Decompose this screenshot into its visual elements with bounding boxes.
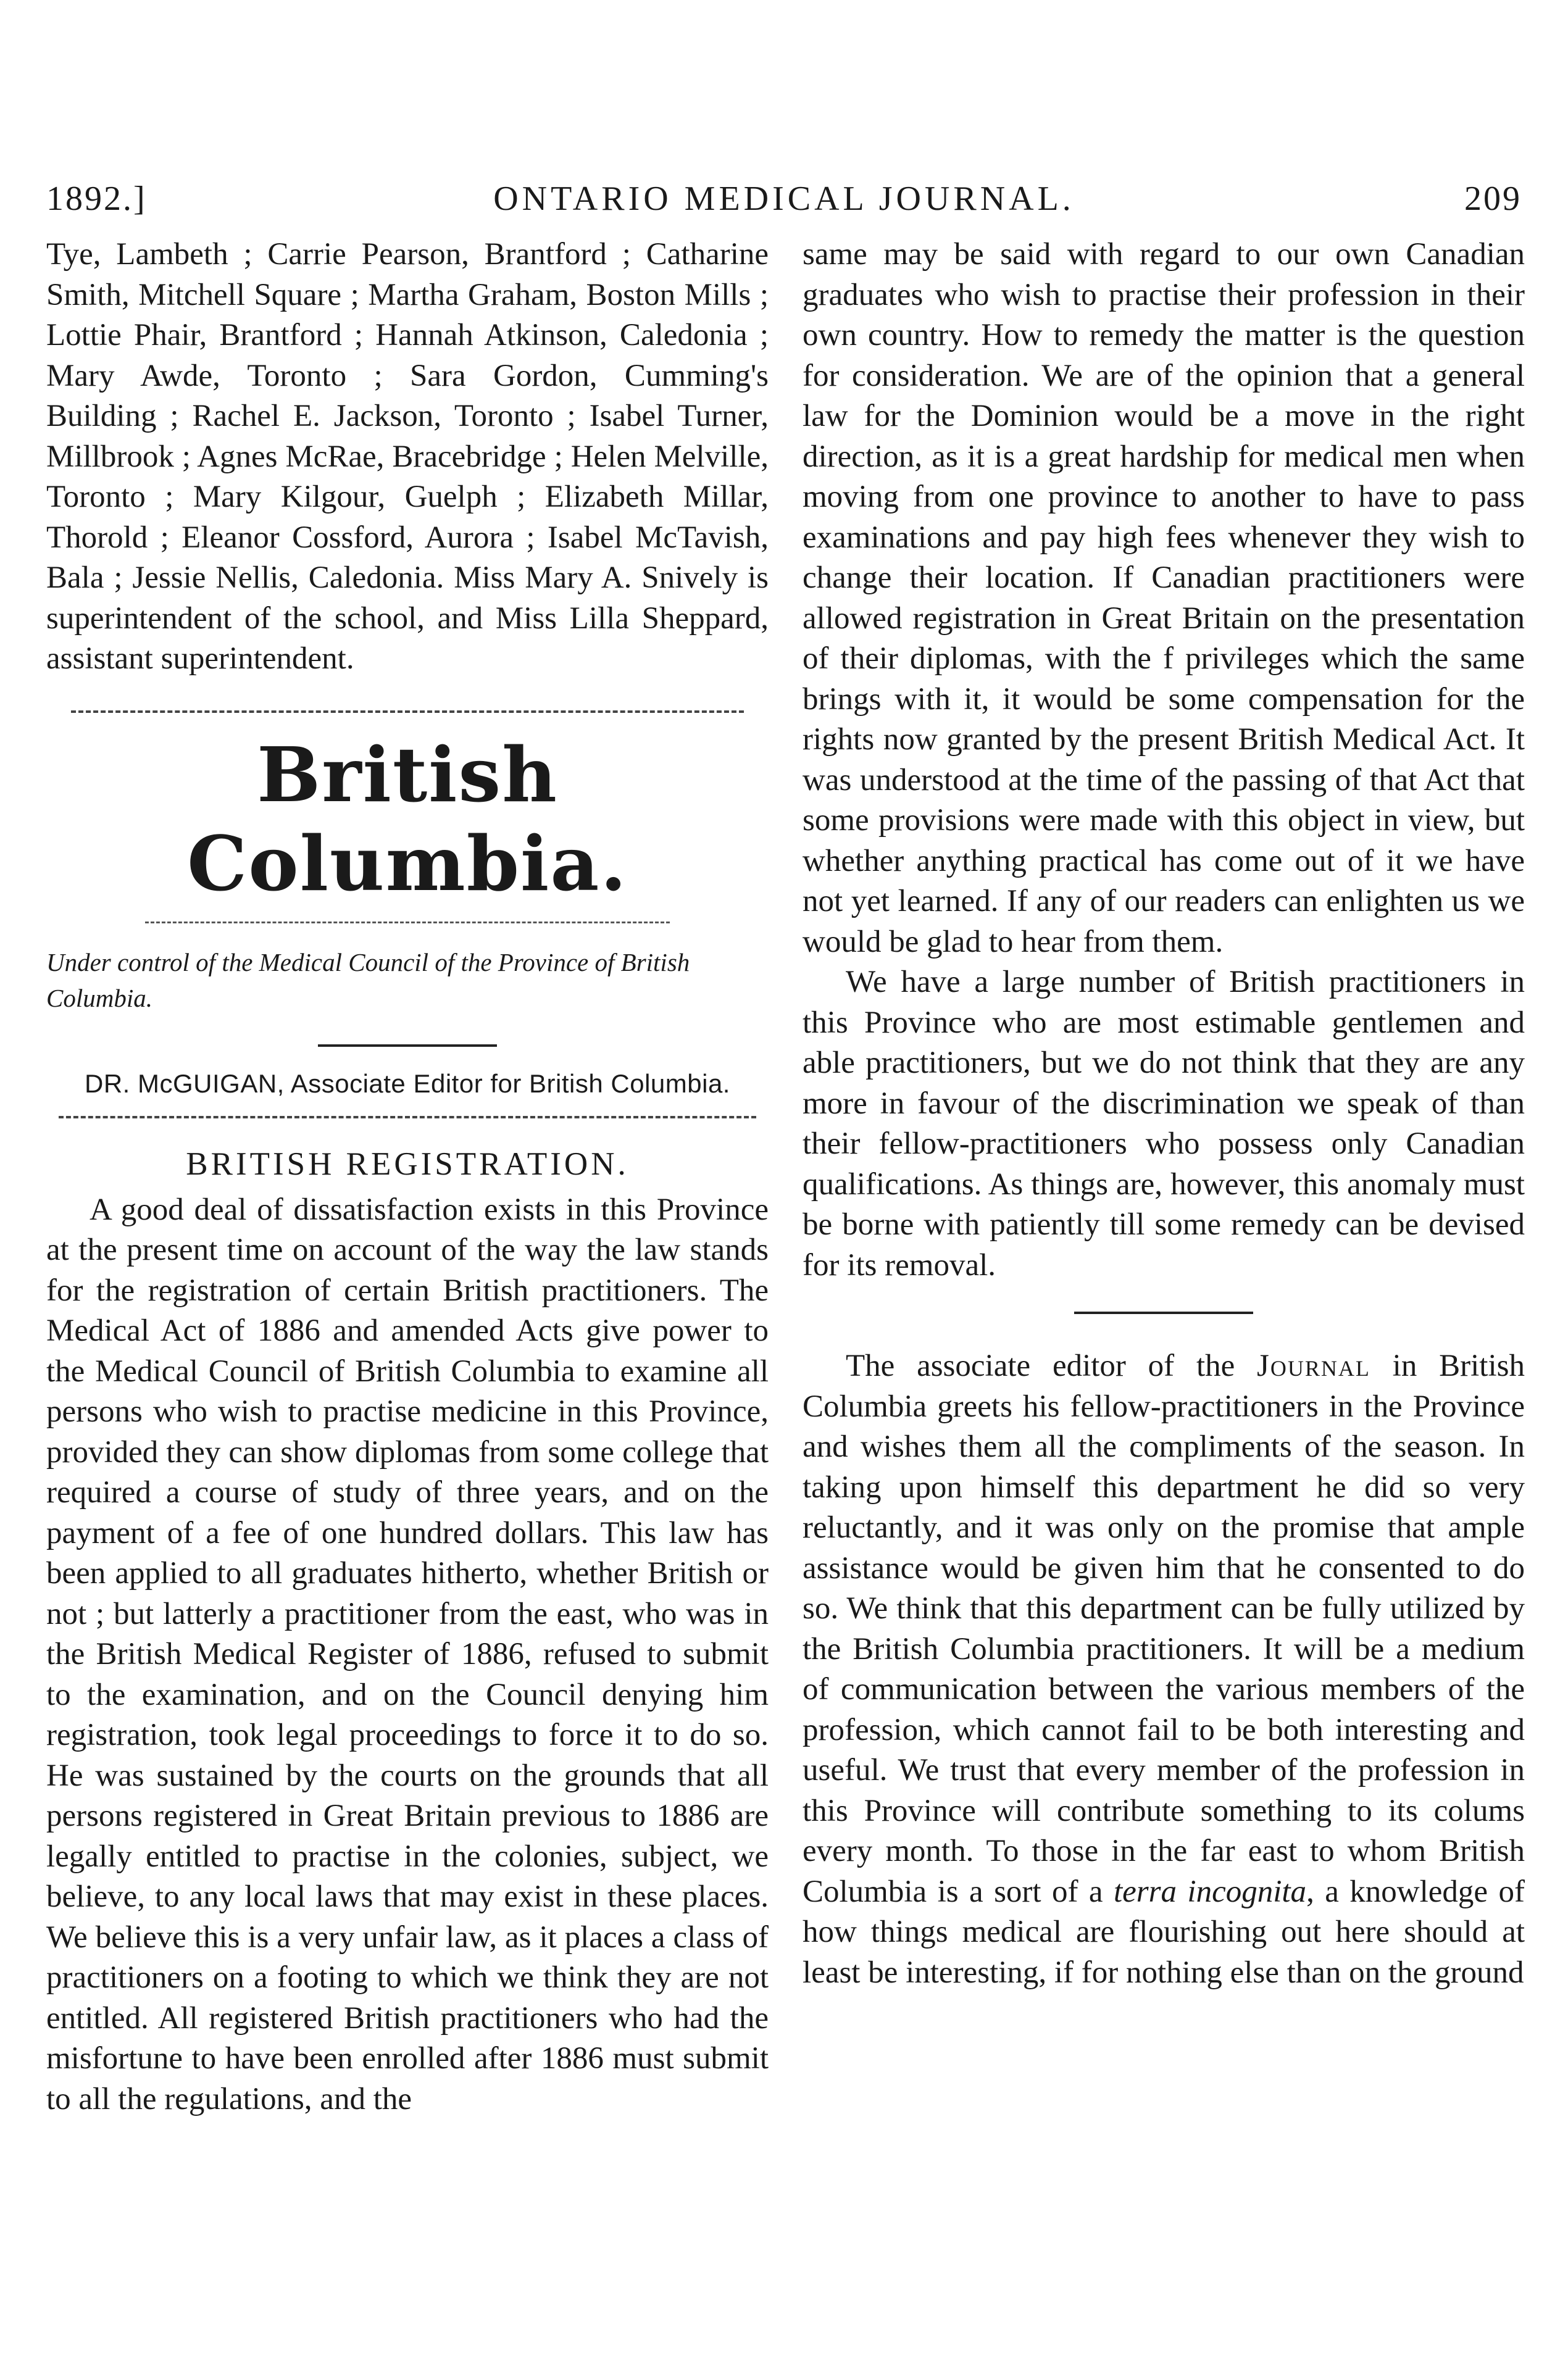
- right-column: [803, 235, 1525, 1993]
- associate-divider: [59, 1116, 756, 1118]
- article-continuation: same may be said with regard to our own Canadian graduates who wish to practise their profession in their own country. How to remedy the matter is the question for consideration. We are of the opinion that a general law for the Dominion would be a move in the right direction, as it is a great hardship for medical men when moving from one province to another to have to pass examinations and pay high fees whenever they wish to change their location. If Canadian practitioners were allowed registration in Great Britain on the presentation of their diplomas, with the f privileges which the same brings with it, it would be some compensation for the rights now granted by the present British Medical Act. It was understood at the time of the passing of that Act that some provisions were made with this object in view, but whether anything practical has come out of it we have not yet learned. If any of our readers can enlighten us we would be glad to hear from them.: [803, 237, 1525, 959]
- associate-editor-line: DR. McGUIGAN, Associate Editor for British Columbia.: [85, 1068, 730, 1098]
- journal-name: Journal: [1257, 1349, 1370, 1383]
- section-divider: [71, 710, 744, 713]
- header-title: ONTARIO MEDICAL JOURNAL.: [493, 180, 1075, 218]
- title-underline: [145, 922, 670, 923]
- short-rule: [318, 1044, 497, 1047]
- header-year: 1892.]: [46, 180, 147, 218]
- section-title: British Columbia.: [187, 730, 628, 908]
- greeting-text-c: , a knowledge of how things medical are flourishing out here should at least be interesting, if for nothing else than on the ground: [803, 1874, 1525, 1990]
- running-head: [46, 179, 1522, 228]
- article-heading: BRITISH REGISTRATION.: [186, 1146, 629, 1182]
- practitioners-paragraph: We have a large number of British practitioners in this Province who are most estimable gentlemen and able practitioners, but we do not think that they are any more in favour of the discrimination we speak of than their fellow-practitioners who possess only Canadian qualifications. As things are, however, this anomaly must be borne with patiently till some remedy can be devised for its removal.: [803, 965, 1525, 1283]
- terra-incognita: terra incognita: [1113, 1874, 1307, 1909]
- section-subtitle: Under control of the Medical Council of the Province of British Columbia.: [46, 947, 690, 1012]
- greeting-text-b: in British Columbia greets his fellow-practitioners in the Province and wishes them all the compliments of the season. In taking upon himself this department he did so very reluctantly, and it was only on the promise that ample assistance would be given him that he consented to do so. We think that this department can be fully utilized by the British Columbia practitioners. It will be a medium of communication between the various members of the profession, which cannot fail to be both interesting and useful. We trust that every member of the profession in this Province will contribute something to its colums every month. To those in the far east to whom British Columbia is a sort of a: [803, 1349, 1525, 1909]
- article-paragraph: A good deal of dissatisfaction exists in this Province at the present time on account of the way the law stands for the registration of certain British practitioners. The Medical Act of 1886 and amended Acts give power to the Medical Council of British Columbia to examine all persons who wish to practise medicine in this Province, provided they can show diplomas from some college that required a course of study of three years, and on the payment of a fee of one hundred dollars. This law has been applied to all graduates hitherto, whether British or not ; but latterly a practitioner from the east, who was in the British Medical Register of 1886, refused to submit to the examination, and on the Council denying him registration, took legal proceedings to force it to do so. He was sustained by the courts on the grounds that all persons registered in Great Britain previous to 1886 are legally entitled to practise in the colonies, subject, we believe, to any local laws that may exist in these places. We believe this is a very unfair law, as it places a class of practitioners on a footing to which we think they are not entitled. All registered British practitioners who had the misfortune to have been enrolled after 1886 must submit to all the regulations, and the: [46, 1192, 769, 2116]
- left-column: [46, 235, 769, 2120]
- editor-greeting-paragraph: [803, 1346, 1525, 1993]
- article-separator: [1074, 1312, 1253, 1314]
- graduate-list-paragraph: Tye, Lambeth ; Carrie Pearson, Brantford ; Catharine Smith, Mitchell Square ; Martha Graham, Boston Mills ; Lottie Phair, Brantford ; Hannah Atkinson, Caledonia ; Mary Awde, Toronto ; Sara Gordon, Cumming's Building ; Rachel E. Jackson, Toronto ; Isabel Turner, Millbrook ; Agnes McRae, Bracebridge ; Helen Melville, Toronto ; Mary Kilgour, Guelph ; Elizabeth Millar, Thorold ; Eleanor Cossford, Aurora ; Isabel McTavish, Bala ; Jessie Nellis, Caledonia. Miss Mary A. Snively is superintendent of the school, and Miss Lilla Sheppard, assistant superintendent.: [46, 237, 769, 676]
- greeting-text-a: The associate editor of the: [846, 1349, 1257, 1383]
- page-number: 209: [1464, 180, 1522, 218]
